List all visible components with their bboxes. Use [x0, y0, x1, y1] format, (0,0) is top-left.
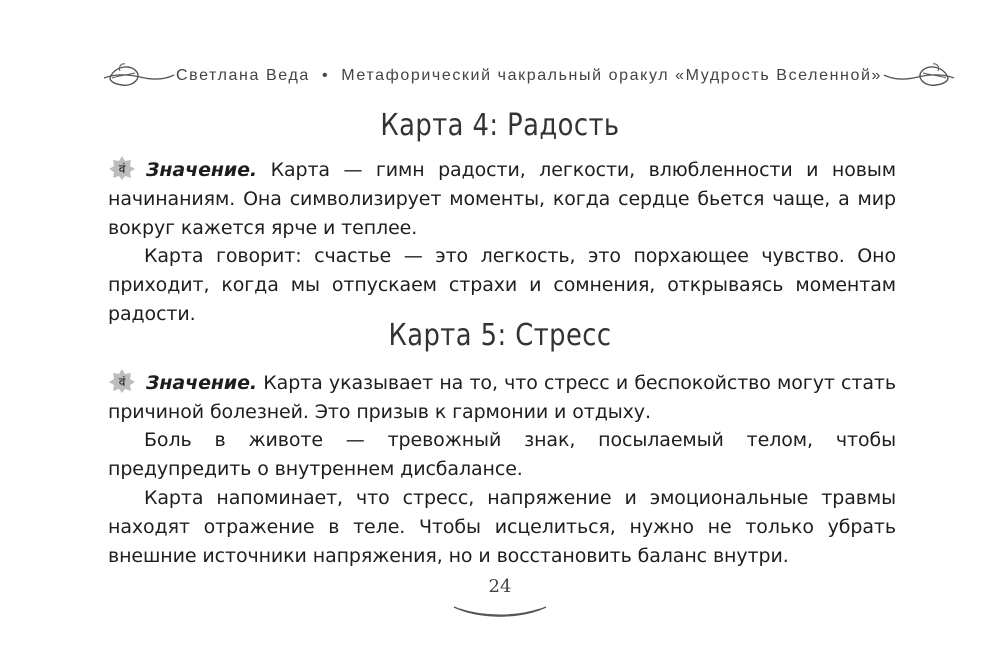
leaf-ornament-left-icon: [100, 61, 176, 91]
header-book-title: Метафорический чакральный оракул «Мудрость Вселенной»: [341, 67, 882, 84]
chakra-badge-icon: [108, 155, 136, 181]
feather-ornament-icon: [450, 608, 550, 627]
card-4-paragraph: Карта говорит: счастье — это легкость, это порхающее чувство. Оно приходит, когда мы отпускаем страхи и сомнения, открываясь моментам радости.: [108, 245, 896, 325]
meaning-text: Карта — гимн радости, легкости, влюбленности и новым начинаниям. Она символизирует моменты, когда сердце бьется чаще, а мир вокруг кажется ярче и теплее.: [108, 159, 896, 239]
card-5-title: Карта 5: Стресс: [388, 318, 612, 353]
meaning-text: Карта указывает на то, что стресс и беспокойство могут стать причиной болезней. Это призыв к гармонии и отдыху.: [108, 372, 896, 423]
card-5-paragraph-1: Боль в животе — тревожный знак, посылаемый телом, чтобы предупредить о внутреннем дисбалансе.: [108, 429, 896, 480]
page-number: 24: [488, 576, 512, 597]
meaning-label: Значение.: [146, 372, 258, 394]
leaf-ornament-right-icon: [882, 61, 958, 91]
header-separator: •: [321, 67, 330, 84]
running-header: [100, 58, 900, 94]
chakra-badge-glyph: वं: [118, 162, 126, 176]
card-4-meaning: [108, 155, 896, 243]
card-4-title: Карта 4: Радость: [380, 108, 620, 143]
chakra-badge-glyph: वं: [118, 375, 126, 389]
page-footer: [450, 576, 550, 627]
header-text: [176, 67, 882, 85]
card-5-paragraph-2: Карта напоминает, что стресс, напряжение и эмоциональные травмы находят отражение в теле. Чтобы исцелиться, нужно не только убрать внешние источники напряжения, но и восстановить баланс внутри.: [108, 487, 896, 567]
card-5-meaning: [108, 368, 896, 427]
chakra-badge-icon: [108, 368, 136, 394]
header-author: Светлана Веда: [176, 67, 310, 84]
meaning-label: Значение.: [146, 159, 258, 181]
